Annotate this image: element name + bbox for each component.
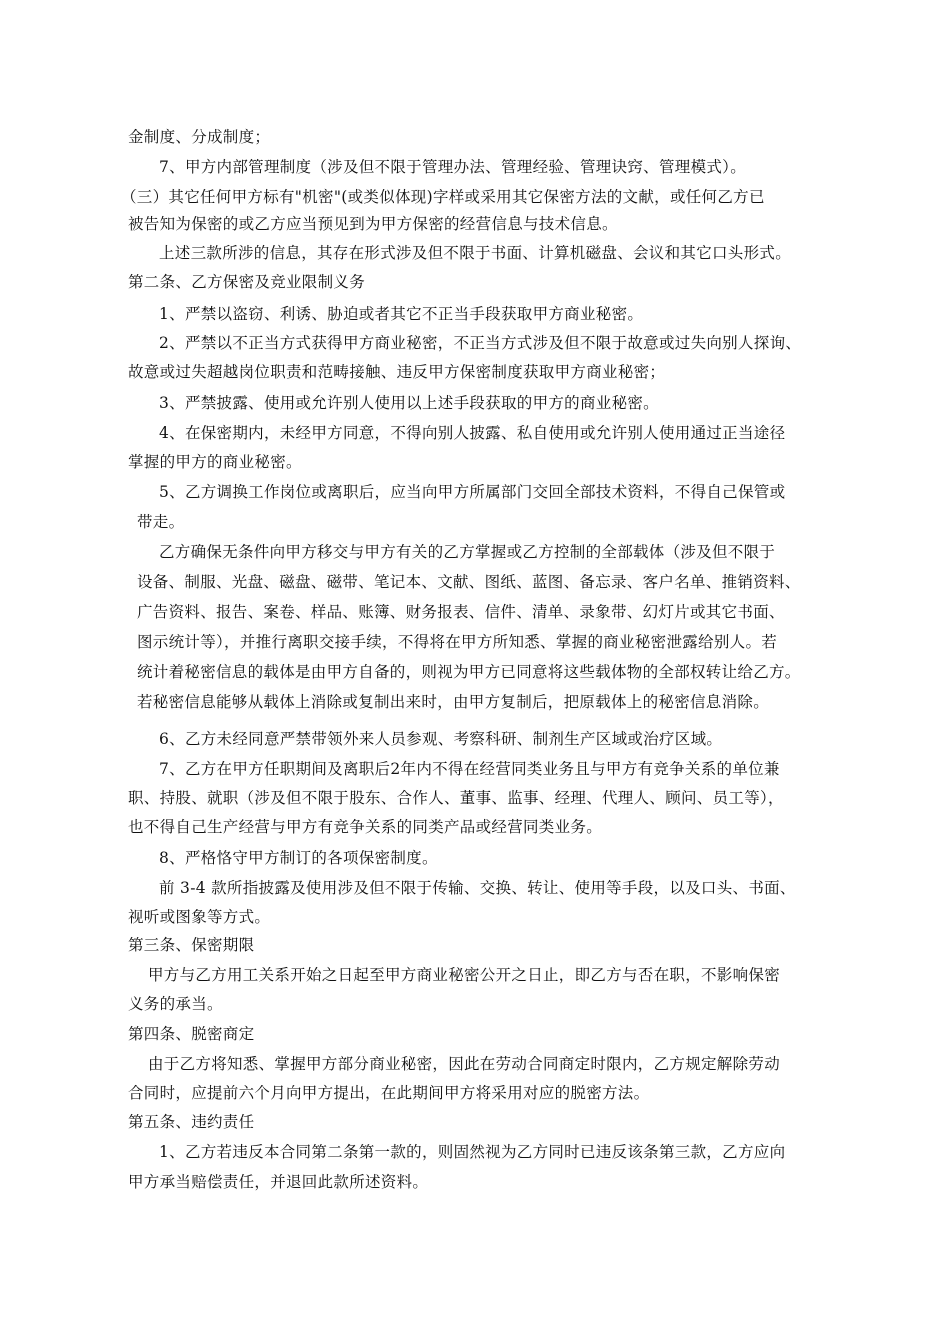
text-line: 8、严格恪守甲方制订的各项保密制度。 xyxy=(159,849,438,867)
text-line: 7、甲方内部管理制度（涉及但不限于管理办法、管理经验、管理诀窍、管理模式）。 xyxy=(159,158,747,176)
section-heading: 第四条、脱密商定 xyxy=(128,1025,255,1043)
text-line: 2、严禁以不正当方式获得甲方商业秘密，不正当方式涉及但不限于故意或过失向别人探询、 xyxy=(159,334,802,352)
text-line: 1、乙方若违反本合同第二条第一款的，则固然视为乙方同时已违反该条第三款，乙方应向 xyxy=(159,1143,786,1161)
section-heading: 第二条、乙方保密及竞业限制义务 xyxy=(128,273,366,291)
text-line: 图示统计等），并推行离职交接手续，不得将在甲方所知悉、掌握的商业秘密泄露给别人。若 xyxy=(137,633,778,651)
text-line: 金制度、分成制度； xyxy=(128,128,271,146)
text-line: 若秘密信息能够从载体上消除或复制出来时，由甲方复制后，把原载体上的秘密信息消除。 xyxy=(137,693,770,711)
text-line: 甲方承当赔偿责任，并退回此款所述资料。 xyxy=(128,1173,429,1191)
text-line: 合同时，应提前六个月向甲方提出，在此期间甲方将采用对应的脱密方法。 xyxy=(128,1084,650,1102)
text-line: 也不得自己生产经营与甲方有竞争关系的同类产品或经营同类业务。 xyxy=(128,818,603,836)
text-line: 掌握的甲方的商业秘密。 xyxy=(128,453,302,471)
text-line: 职、持股、就职（涉及但不限于股东、合作人、董事、监事、经理、代理人、顾问、员工等）， xyxy=(128,789,784,807)
text-line: 前 3-4 款所指披露及使用涉及但不限于传输、交换、转让、使用等手段，以及口头、书面、 xyxy=(159,879,796,897)
text-line: 7、乙方在甲方任职期间及离职后2年内不得在经营同类业务且与甲方有竞争关系的单位兼 xyxy=(159,760,780,778)
text-line: 广告资料、报告、案卷、样品、账簿、财务报表、信件、清单、录象带、幻灯片或其它书面、 xyxy=(137,603,785,621)
text-line: 被告知为保密的或乙方应当预见到为甲方保密的经营信息与技术信息。 xyxy=(128,215,618,233)
text-line: 义务的承当。 xyxy=(128,995,223,1013)
text-line: 由于乙方将知悉、掌握甲方部分商业秘密，因此在劳动合同商定时限内，乙方规定解除劳动 xyxy=(148,1055,781,1073)
section-heading: 第五条、违约责任 xyxy=(128,1113,255,1131)
section-heading: 第三条、保密期限 xyxy=(128,936,255,954)
text-line: （三）其它任何甲方标有"机密"(或类似体现)字样或采用其它保密方法的文献，或任何乙方已 xyxy=(121,188,765,206)
text-line: 视听或图象等方式。 xyxy=(128,908,271,926)
text-line: 6、乙方未经同意严禁带领外来人员参观、考察科研、制剂生产区域或治疗区域。 xyxy=(159,730,723,748)
text-line: 乙方确保无条件向甲方移交与甲方有关的乙方掌握或乙方控制的全部载体（涉及但不限于 xyxy=(159,543,776,561)
text-line: 设备、制服、光盘、磁盘、磁带、笔记本、文献、图纸、蓝图、备忘录、客户名单、推销资料、 xyxy=(137,573,801,591)
text-line: 5、乙方调换工作岗位或离职后，应当向甲方所属部门交回全部技术资料，不得自己保管或 xyxy=(159,483,786,501)
text-line: 故意或过失超越岗位职责和范畴接触、违反甲方保密制度获取甲方商业秘密； xyxy=(128,363,666,381)
text-line: 1、严禁以盗窃、利诱、胁迫或者其它不正当手段获取甲方商业秘密。 xyxy=(159,305,644,323)
text-line: 上述三款所涉的信息，其存在形式涉及但不限于书面、计算机磁盘、会议和其它口头形式。 xyxy=(159,244,792,262)
text-line: 4、在保密期内，未经甲方同意，不得向别人披露、私自使用或允许别人使用通过正当途径 xyxy=(159,424,786,442)
text-line: 带走。 xyxy=(137,513,185,531)
text-line: 统计着秘密信息的载体是由甲方自备的，则视为甲方已同意将这些载体物的全部权转让给乙方。 xyxy=(137,663,801,681)
text-line: 甲方与乙方用工关系开始之日起至甲方商业秘密公开之日止，即乙方与否在职，不影响保密 xyxy=(148,966,781,984)
text-line: 3、严禁披露、使用或允许别人使用以上述手段获取的甲方的商业秘密。 xyxy=(159,394,659,412)
